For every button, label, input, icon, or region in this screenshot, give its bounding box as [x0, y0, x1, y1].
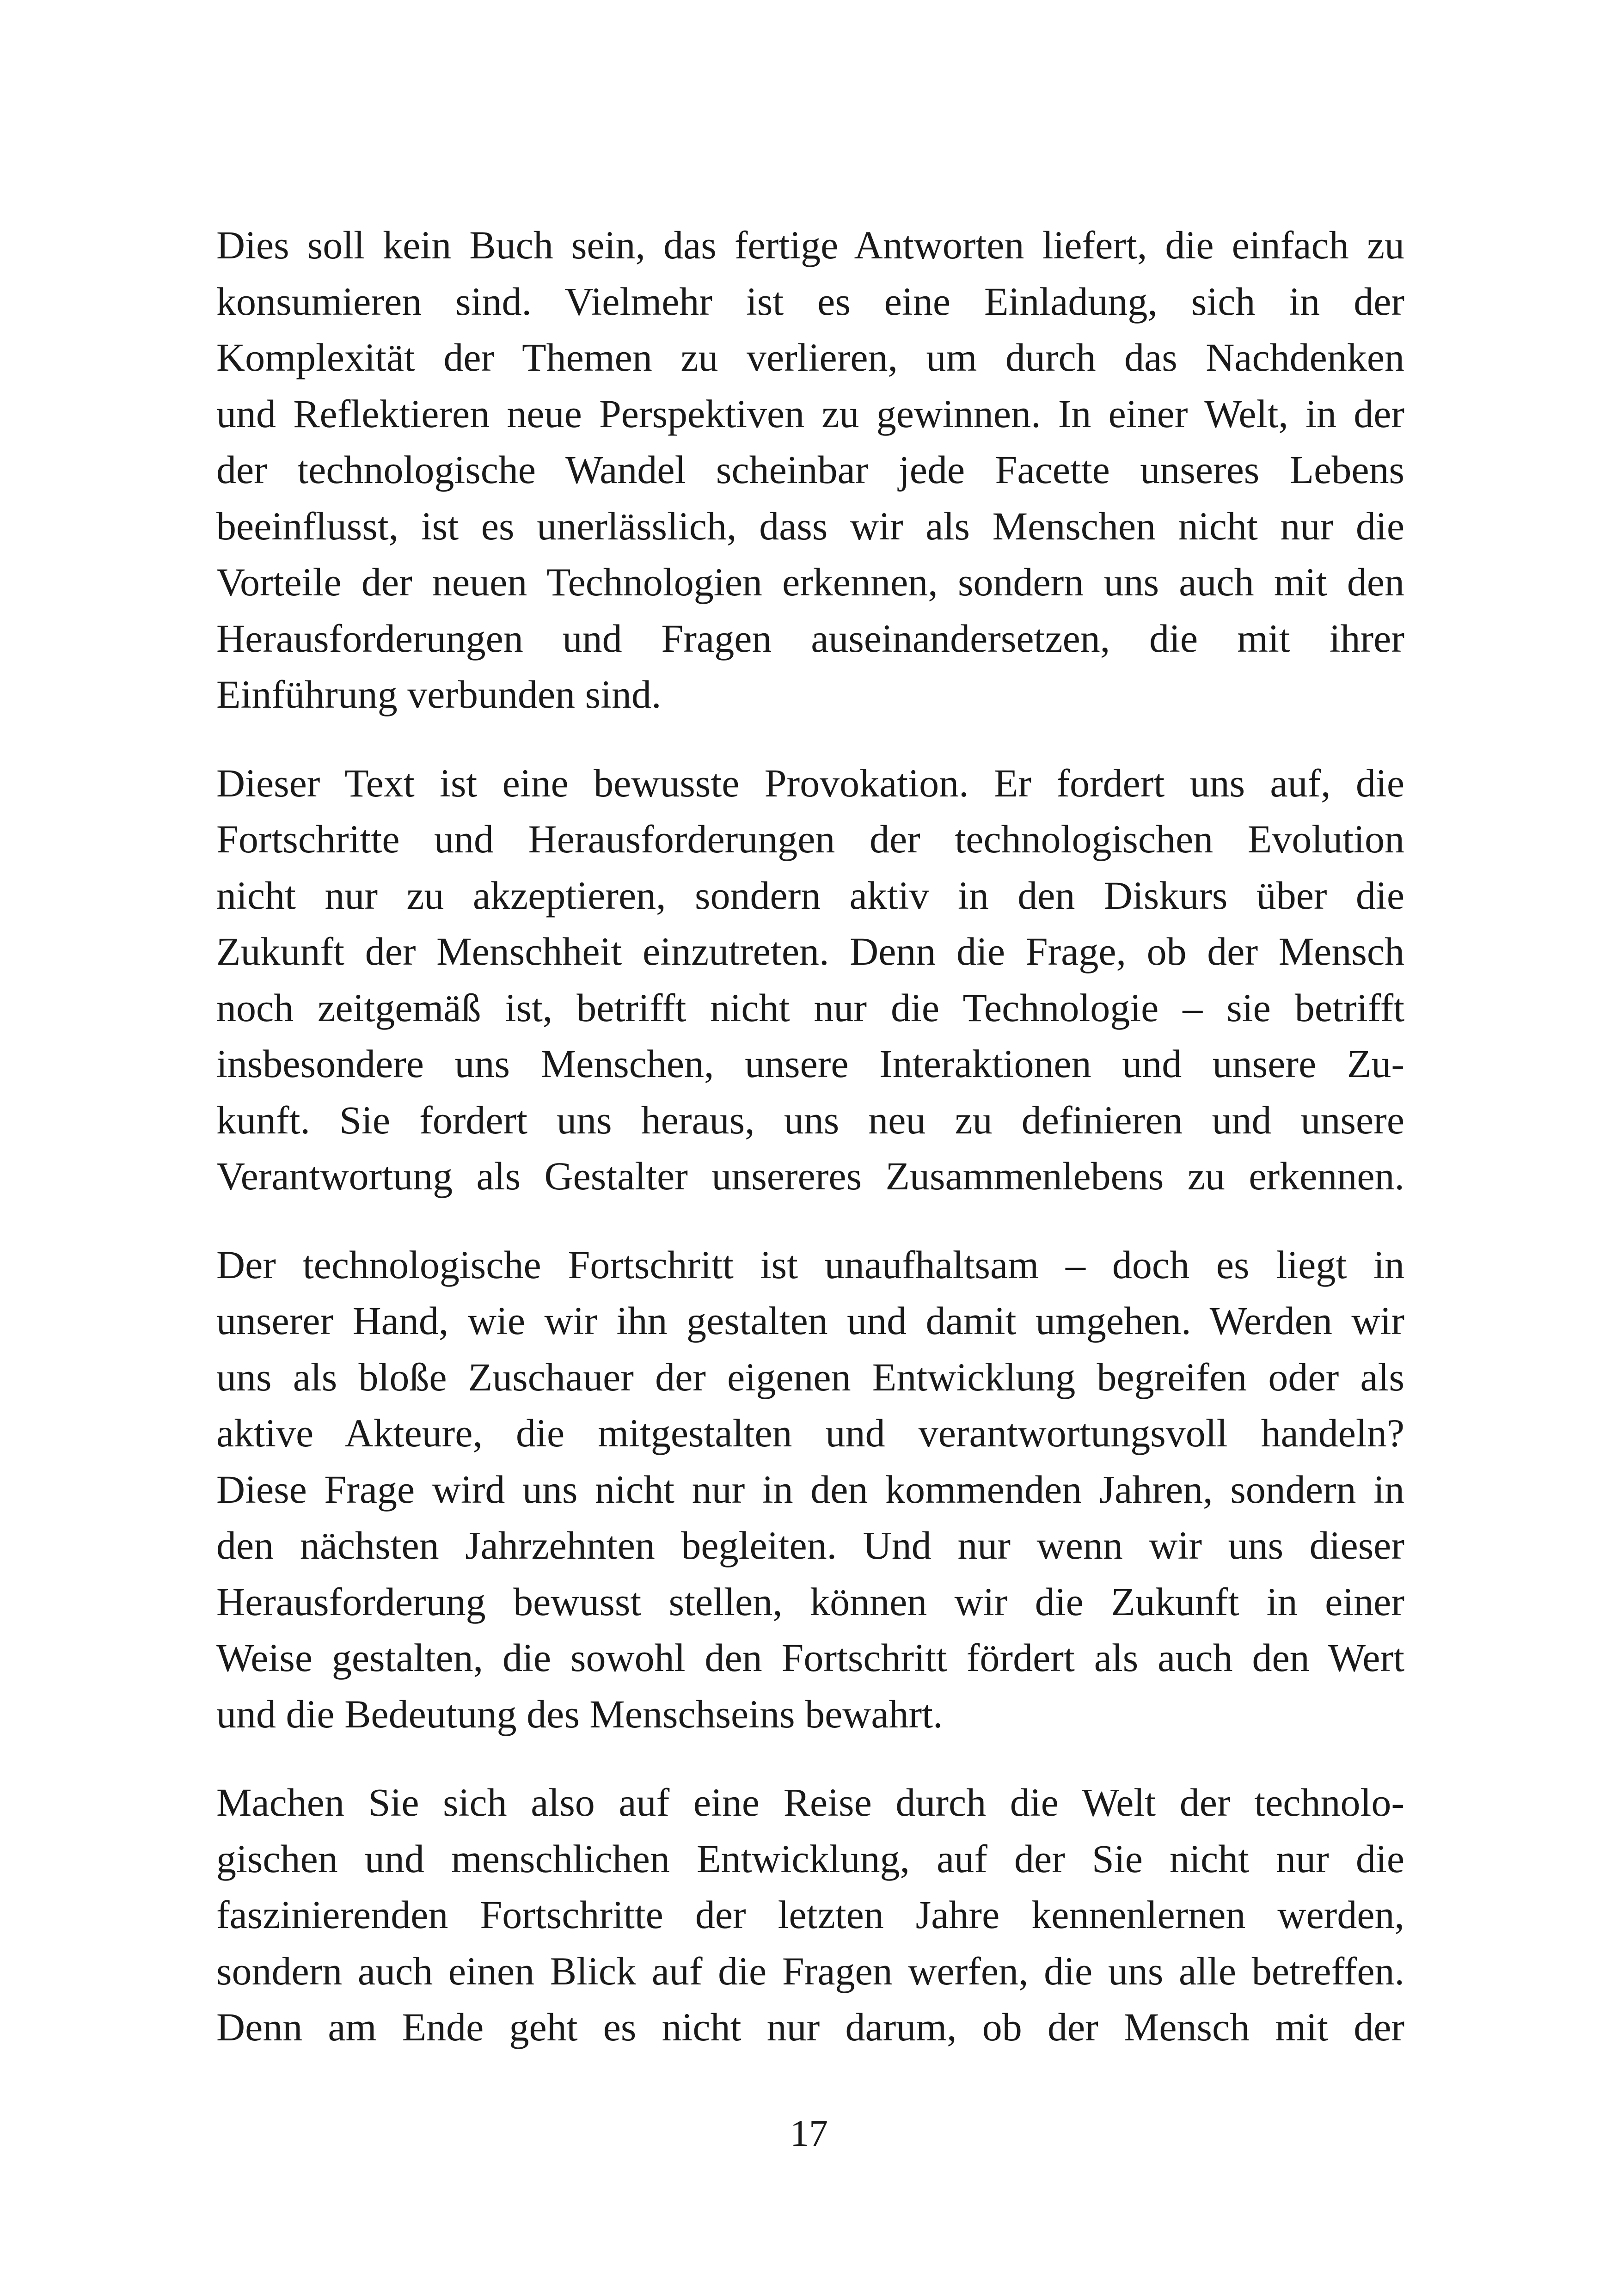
paragraph-4 — [216, 1775, 1404, 2056]
text-line: und Reflektieren neue Perspektiven zu gewinnen. In einer Welt, in der — [216, 391, 1404, 436]
paragraph-3 — [216, 1237, 1404, 1743]
text-line: nicht nur zu akzeptieren, sondern aktiv in den Diskurs über die — [216, 873, 1404, 918]
text-line: unserer Hand, wie wir ihn gestalten und damit umgehen. Werden wir — [216, 1298, 1404, 1343]
text-line: Machen Sie sich also auf eine Reise durch die Welt der technolo- — [216, 1780, 1404, 1825]
text-line: aktive Akteure, die mitgestalten und verantwortungsvoll handeln? — [216, 1411, 1404, 1455]
text-line: Fortschritte und Herausforderungen der technologischen Evolution — [216, 817, 1404, 861]
text-line: Vorteile der neuen Technologien erkennen, sondern uns auch mit den — [216, 560, 1404, 604]
text-line: insbesondere uns Menschen, unsere Interaktionen und unsere Zu- — [216, 1041, 1404, 1086]
text-line: sondern auch einen Blick auf die Fragen werfen, die uns alle betreffen. — [216, 1948, 1404, 1993]
text-line: Herausforderung bewusst stellen, können wir die Zukunft in einer — [216, 1579, 1404, 1624]
text-line: Verantwortung als Gestalter unsereres Zusammenlebens zu erkennen. — [216, 1154, 1404, 1198]
text-line: noch zeitgemäß ist, betrifft nicht nur die Technologie – sie betrifft — [216, 985, 1404, 1030]
text-line: konsumieren sind. Vielmehr ist es eine Einladung, sich in der — [216, 279, 1404, 324]
text-line: faszinierenden Fortschritte der letzten Jahre kennenlernen werden, — [216, 1892, 1404, 1937]
text-line: beeinflusst, ist es unerlässlich, dass wir als Menschen nicht nur die — [216, 503, 1404, 548]
text-line: Einführung verbunden sind. — [216, 672, 662, 716]
text-line: Dieser Text ist eine bewusste Provokation. Er fordert uns auf, die — [216, 760, 1404, 805]
text-line: Herausforderungen und Fragen auseinandersetzen, die mit ihrer — [216, 616, 1404, 661]
text-line: Dies soll kein Buch sein, das fertige Antworten liefert, die einfach zu — [216, 223, 1404, 267]
paragraph-2 — [216, 755, 1404, 1205]
text-line: kunft. Sie fordert uns heraus, uns neu zu definieren und unsere — [216, 1097, 1404, 1142]
text-line: Zukunft der Menschheit einzutreten. Denn die Frage, ob der Mensch — [216, 929, 1404, 974]
text-line: gischen und menschlichen Entwicklung, auf der Sie nicht nur die — [216, 1836, 1404, 1881]
text-line: Komplexität der Themen zu verlieren, um durch das Nachdenken — [216, 335, 1404, 380]
body-text — [216, 217, 1404, 2056]
text-line: Weise gestalten, die sowohl den Fortschritt fördert als auch den Wert — [216, 1635, 1404, 1680]
text-line: und die Bedeutung des Menschseins bewahrt. — [216, 1691, 943, 1736]
text-line: Der technologische Fortschritt ist unaufhaltsam – doch es liegt in — [216, 1242, 1404, 1287]
text-line: uns als bloße Zuschauer der eigenen Entwicklung begreifen oder als — [216, 1354, 1404, 1399]
text-line: Denn am Ende geht es nicht nur darum, ob der Mensch mit der — [216, 2005, 1404, 2049]
text-line: den nächsten Jahrzehnten begleiten. Und nur wenn wir uns dieser — [216, 1523, 1404, 1567]
text-line: Diese Frage wird uns nicht nur in den kommenden Jahren, sondern in — [216, 1467, 1404, 1512]
text-line: der technologische Wandel scheinbar jede Facette unseres Lebens — [216, 447, 1404, 492]
paragraph-1 — [216, 217, 1404, 723]
page-number: 17 — [790, 2112, 828, 2154]
